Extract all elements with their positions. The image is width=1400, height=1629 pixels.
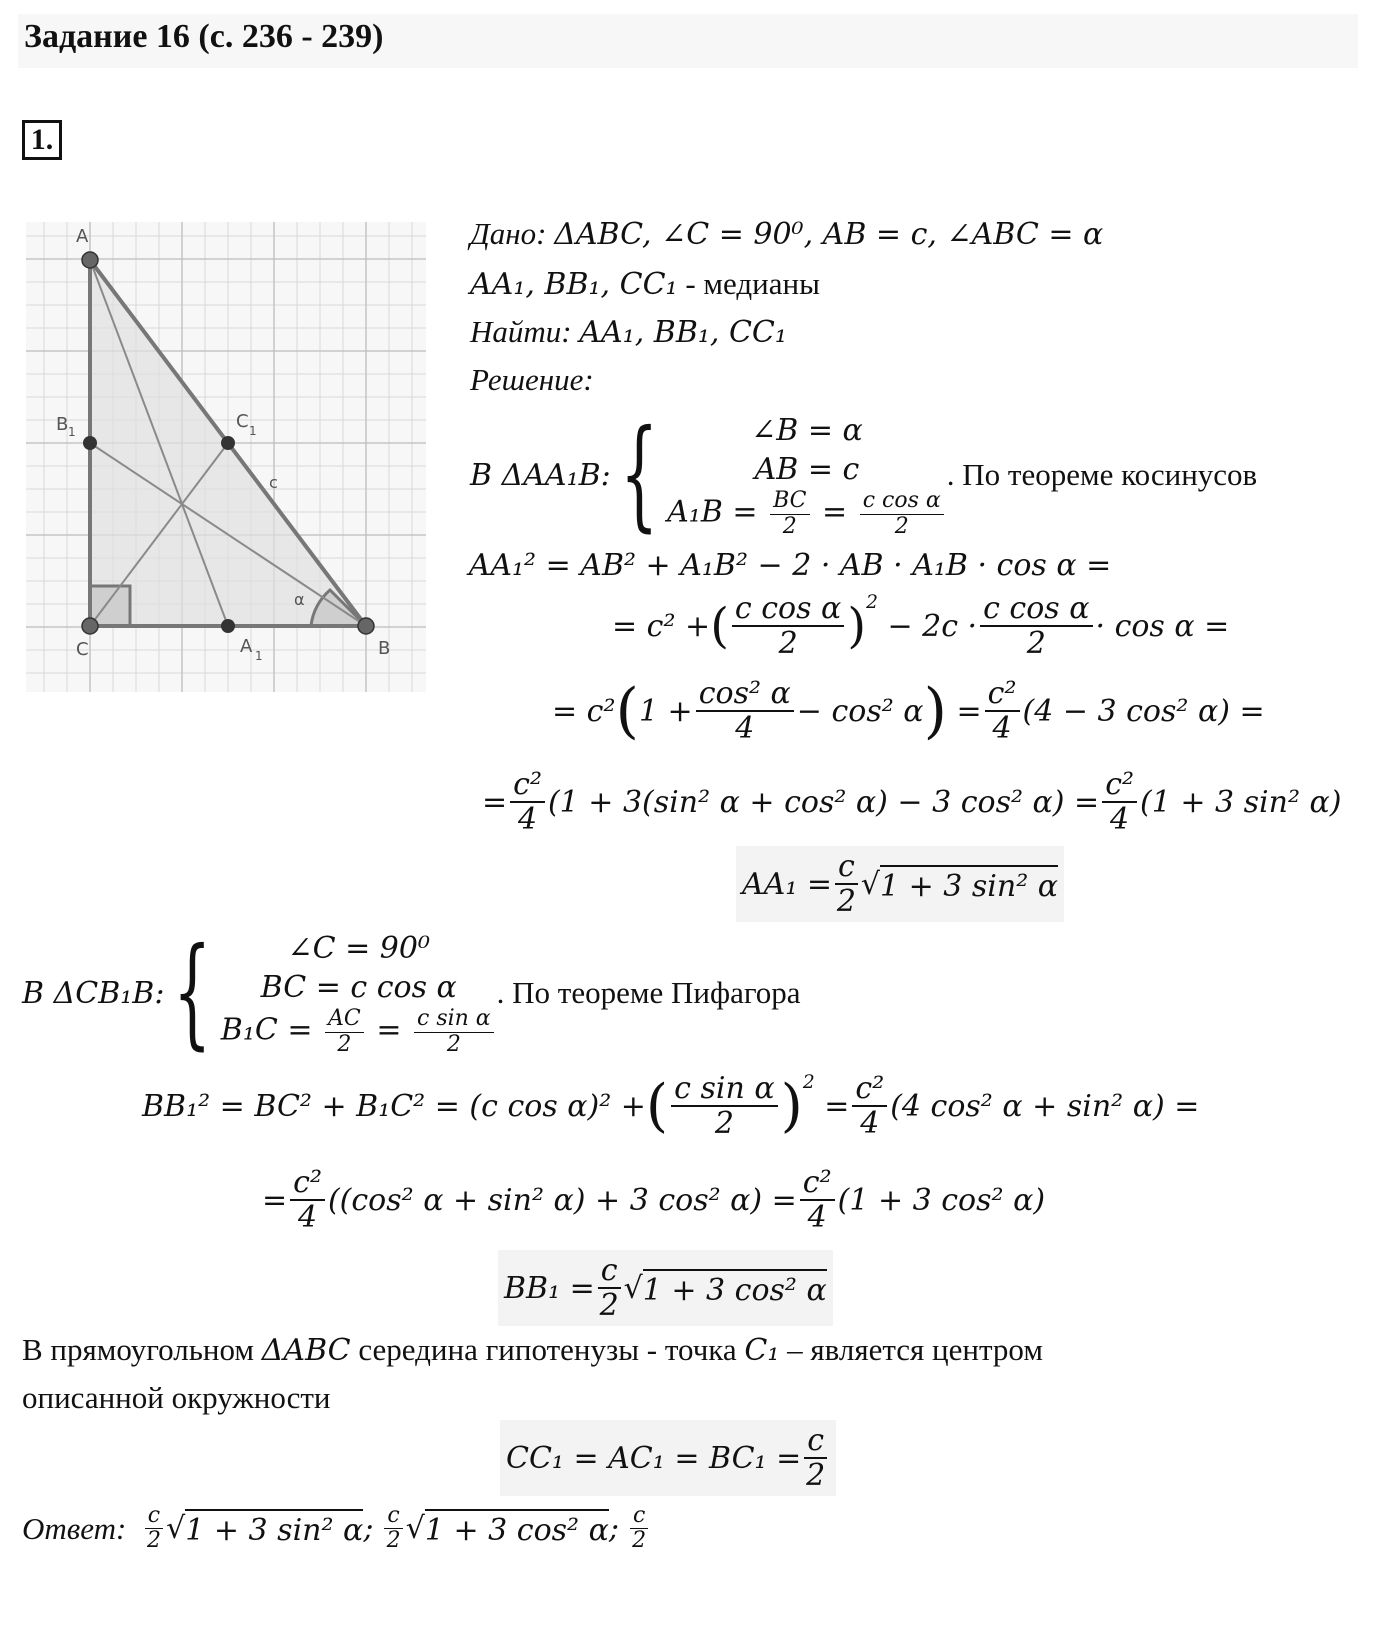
step3-text-2: описанной окружности	[22, 1380, 331, 1415]
label-angle-alpha: α	[294, 590, 305, 609]
bb-result: BB₁ = $\frac{c}{2}$ √ 1 + 3 cos² α	[498, 1250, 833, 1326]
aa-line-2: = c² + ( $\frac{\text{c cos α}}{2}$ ) $^2$ − 2c · $\frac{\text{c cos α}}{2}$ · cos α =	[612, 591, 1230, 661]
find-vars: AA₁, BB₁, CC₁	[579, 315, 787, 350]
step2-equations	[221, 929, 497, 1056]
given-line-2	[470, 266, 820, 302]
step2-eq-2: BC = c cos α	[260, 970, 457, 1006]
step2-system	[22, 922, 801, 1064]
brace: {	[619, 405, 659, 544]
step1-eq-2: AB = c	[754, 452, 860, 488]
step3-text-1: В прямоугольном ΔABC середина гипотенузы - точка C₁ – является центром	[22, 1332, 1043, 1368]
bb-line-1: BB₁² = BC² + B₁C² = (c cos α)² + ( $\frac{\text{c sin α}}{2}$ ) $^2$ = $\frac{\text{c²}}{4}$ (4 cos² α + sin² α) =	[142, 1071, 1200, 1141]
label-a1-sub: 1	[255, 649, 263, 663]
label-b1-sub: 1	[68, 425, 76, 439]
step1-equations	[667, 411, 947, 538]
find-line: Найти: AA₁, BB₁, CC₁	[470, 314, 787, 350]
label-a: A	[76, 226, 89, 247]
label-b1: B	[56, 414, 69, 435]
solution-label: Решение:	[470, 362, 594, 397]
aa-line-1: AA₁² = AB² + A₁B² − 2 · AB · A₁B · cos α =	[468, 548, 1112, 583]
answer-1: 1 + 3 sin² α	[185, 1509, 363, 1548]
page-title: Задание 16 (с. 236 - 239)	[24, 18, 384, 55]
brace: {	[173, 923, 212, 1062]
task-number: 1.	[22, 120, 62, 160]
answer-3: $\frac{c}{2}$	[630, 1504, 648, 1553]
answer-line: Ответ : $\frac{c}{2}$ √ 1 + 3 sin² α ; $\frac{c}{2}$ √ 1 + 3 cos² α ; $\frac{c}{2}$	[22, 1504, 651, 1553]
label-a1: A	[240, 636, 253, 657]
cc-result: CC₁ = AC₁ = BC₁ = $\frac{c}{2}$	[500, 1420, 836, 1496]
answer-label: Ответ	[22, 1510, 116, 1546]
given-label: Дано	[470, 216, 537, 251]
step1-system	[470, 404, 1257, 546]
aa-line-3: = c² ( 1 + $\frac{\text{cos² α}}{4}$ − cos² α ) = $\frac{\text{c²}}{4}$ (4 − 3 cos² α) =	[552, 676, 1265, 746]
given-values: ΔABC, ∠C = 90⁰, AB = c, ∠ABC = α	[554, 217, 1104, 252]
medians-text: - медианы	[677, 266, 820, 301]
step2-eq-3: B₁C = $\frac{AC}{2}$ = $\frac{\text{c sin α}}{2}$	[221, 1007, 497, 1056]
bb-line-2: = $\frac{\text{c²}}{4}$ ((cos² α + sin² α) + 3 cos² α) = $\frac{\text{c²}}{4}$ (1 + 3 cos² α)	[262, 1165, 1046, 1235]
given-line-1: Дано: ΔABC, ∠C = 90⁰, AB = c, ∠ABC = α	[470, 216, 1104, 252]
aa-line-4: = $\frac{\text{c²}}{4}$ (1 + 3(sin² α + cos² α) − 3 cos² α) = $\frac{\text{c²}}{4}$ (1 + 3 sin² α)	[482, 767, 1342, 837]
medians-vars: AA₁, BB₁, CC₁	[470, 267, 678, 302]
step1-prefix: В ΔAA₁B:	[470, 457, 611, 493]
step2-suffix: . По теореме Пифагора	[496, 975, 801, 1010]
label-c1-sub: 1	[249, 424, 257, 438]
triangle-figure	[26, 222, 426, 692]
aa-result: AA₁ = $\frac{c}{2}$ √ 1 + 3 sin² α	[736, 846, 1064, 922]
label-c: C	[76, 639, 89, 660]
find-label: Найти	[470, 314, 562, 349]
label-side-c: c	[269, 473, 278, 492]
step1-eq-1: ∠B = α	[751, 413, 863, 449]
step2-prefix: В ΔCB₁B:	[22, 975, 165, 1011]
answer-2: 1 + 3 cos² α	[425, 1509, 609, 1548]
label-b: B	[378, 638, 391, 659]
step1-eq-3: A₁B = $\frac{BC}{2}$ = $\frac{\text{c cos α}}{2}$	[667, 489, 947, 538]
label-c1: C	[236, 411, 249, 432]
step2-eq-1: ∠C = 90⁰	[287, 931, 430, 967]
step1-suffix: . По теореме косинусов	[946, 457, 1258, 492]
